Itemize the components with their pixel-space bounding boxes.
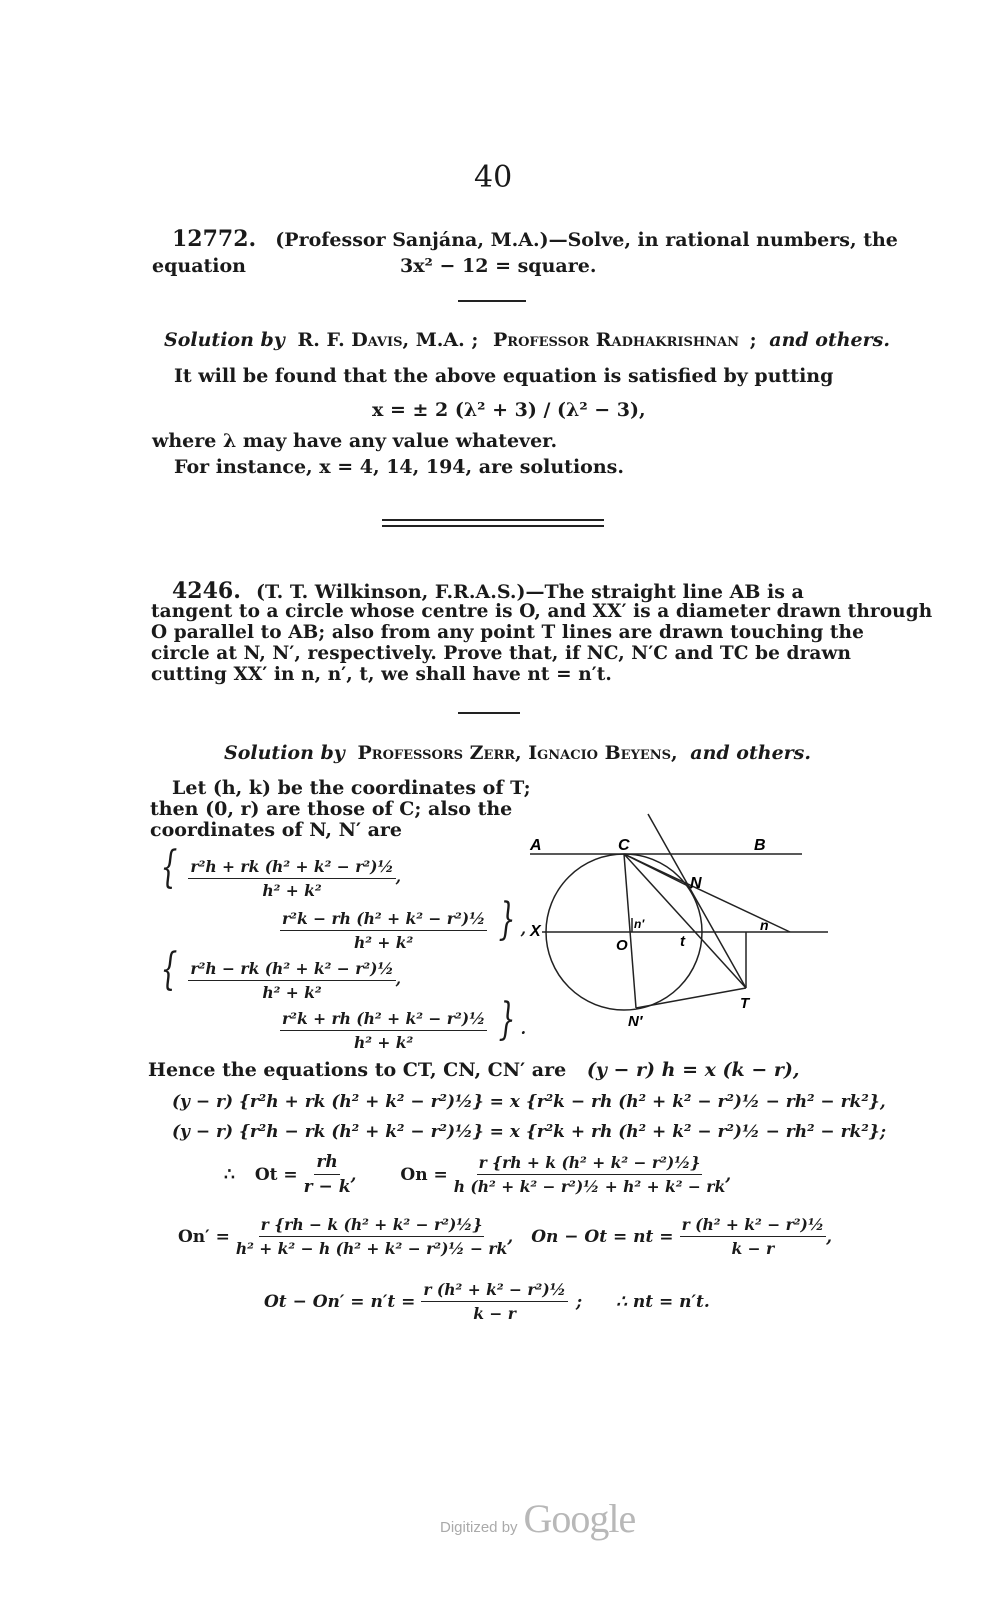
label-np-small: n′ [634,917,645,931]
label-o: O [616,937,628,954]
label-n-small: n [760,917,769,933]
hence-line [148,1059,799,1081]
npt-fraction [421,1280,568,1323]
digitized-watermark [440,1495,635,1542]
npt-lhs: Ot − On′ = n′t = [264,1291,416,1312]
denominator: h² + k² − h (h² + k² − r²)½ − rk [235,1239,508,1258]
n-y-fraction [280,909,487,952]
solution-1-byline [164,329,890,351]
onp-nt-line: On′ = $\frac{\text{r \{rh − k (h² + k² − r²)½\}}}{\text{h² + k² − h (h² + k² − r²)½ − rk}}$ , On − Ot = nt = $\frac{\text{r (h² + k² − r²)½}}{k - r}$ , [178,1215,832,1258]
np-x-fraction [188,959,395,1002]
denominator: r − k [303,1177,351,1197]
denominator: k − r [473,1304,516,1323]
denominator: h (h² + k² − r²)½ + h² + k² − rk [453,1177,726,1196]
numerator: rh [314,1152,339,1175]
question-number: 12772. [172,226,257,252]
n-y-coordinate: $\frac{\text{r²k − rh (h² + k² − r²)½}}{\text{h² + k²}}$ } , [282,894,527,952]
onp-fraction [236,1215,507,1258]
solution-2-intro-1: Let (h, k) be the coordinates of T; [172,777,531,799]
label-np: N′ [628,1013,643,1030]
google-logo: Google [523,1496,636,1541]
equation-cnp: (y − r) {r²h − rk (h² + k² − r²)½} = x {r²k + rh (h² + k² − r²)½ − rh² − rk²}; [172,1122,886,1142]
double-rule-top [382,519,604,521]
question-number: 4246. [172,578,241,604]
solution-by-label: Solution by [224,742,345,764]
solution-others: and others. [769,329,890,351]
ot-on-line: ∴ Ot = $\frac{rh}{r - k}$ , On = $\frac{\text{r \{rh + k (h² + k² − r²)½\}}}{\text{h (h² + k² − r²)½ + h² + k² − rk}}$ , [224,1152,732,1197]
digitized-label: Digitized by [440,1519,518,1536]
on-fraction [454,1153,725,1196]
question-12772 [172,226,898,252]
question-line-3: O parallel to AB; also from any point T lines are drawn touching the [151,622,864,643]
solution-1-formula: x = ± 2 (λ² + 3) / (λ² − 3), [372,399,646,421]
solution-1-line-1: It will be found that the above equation is satisfied by putting [174,365,834,387]
solution-by-label: Solution by [164,329,285,351]
solution-author-b: Professor Radhakrishnan [492,329,739,351]
ot-lhs: Ot = [254,1164,298,1185]
nt-fraction [680,1215,827,1258]
conclusion-line: Ot − On′ = n′t = $\frac{\text{r (h² + k² − r²)½}}{k - r}$ ; ∴ nt = n′t. [264,1280,710,1323]
label-c: C [618,837,630,854]
label-t-small: t [680,933,685,950]
numerator: r²k + rh (h² + k² − r²)½ [280,1009,487,1031]
solution-1-line-2: where λ may have any value whatever. [152,430,558,452]
equation-cn: (y − r) {r²h + rk (h² + k² − r²)½} = x {r²k − rh (h² + k² − r²)½ − rh² − rk²}, [172,1092,886,1112]
page-number: 40 [474,160,513,195]
equation-label: equation [152,255,246,277]
geometry-figure [520,808,840,1038]
equation: 3x² − 12 = square. [400,255,597,277]
solution-2-byline [224,742,811,764]
label-t: T [740,995,750,1012]
denominator: h² + k² [353,1032,414,1052]
solution-2-intro-3: coordinates of N, N′ are [150,819,402,841]
label-x: X [530,923,541,940]
nt-lhs: On − Ot = nt = [531,1226,674,1247]
line-c-np [624,854,636,1008]
on-lhs: On = [400,1164,448,1185]
numerator: r {rh − k (h² + k² − r²)½} [259,1215,485,1237]
tangent-t-n [648,814,746,988]
question-line-5: cutting XX′ in n, n′, t, we shall have nt = n′t. [151,664,612,685]
solution-others: and others. [690,742,811,764]
question-line-4: circle at N, N′, respectively. Prove that, if NC, N′C and TC be drawn [151,643,852,664]
solution-2-intro-2: then (0, r) are those of C; also the [150,798,513,820]
numerator: r (h² + k² − r²)½ [680,1215,827,1237]
solution-sep: ; [471,329,479,351]
solution-authors: Professors Zerr, Ignacio Beyens, [357,742,678,764]
label-a: A [530,837,542,854]
solution-1-line-3: For instance, x = 4, 14, 194, are solutions. [174,456,624,478]
denominator: k − r [731,1239,775,1258]
ot-fraction [304,1152,351,1197]
label-n: N [690,875,702,892]
np-coordinates: { $\frac{\text{r²h − rk (h² + k² − r²)½}}{\text{h² + k²}}$ , [160,944,402,1002]
left-brace: { [160,842,178,893]
numerator: r²k − rh (h² + k² − r²)½ [280,909,487,931]
np-y-coordinate: $\frac{\text{r²k + rh (h² + k² − r²)½}}{\text{h² + k²}}$ } . [282,994,527,1052]
tangent-t-np [636,988,746,1008]
denominator: h² + k² [262,880,322,900]
denominator: h² + k² [262,982,322,1002]
numerator: r²h − rk (h² + k² − r²)½ [188,959,395,981]
short-rule [458,300,526,302]
conclusion: ∴ nt = n′t. [616,1291,710,1312]
right-brace: } [498,994,516,1045]
question-line-2: tangent to a circle whose centre is O, and XX′ is a diameter drawn through [151,601,933,622]
question-header: (Professor Sanjána, M.A.)—Solve, in rational numbers, the [275,229,898,251]
numerator: r (h² + k² − r²)½ [421,1280,568,1302]
double-rule-bottom [382,525,604,527]
np-y-fraction [280,1009,487,1052]
label-b: B [754,837,766,854]
short-rule [458,712,520,714]
question-line-1: (T. T. Wilkinson, F.R.A.S.)—The straight line AB is a [255,581,804,603]
right-brace: } [498,894,516,945]
left-brace: { [160,944,178,995]
equation-ct: (y − r) h = x (k − r), [586,1059,800,1081]
hence-text: Hence the equations to CT, CN, CN′ are [148,1059,567,1081]
onp-lhs: On′ = [178,1226,230,1247]
n-coordinates: { $\frac{\text{r²h + rk (h² + k² − r²)½}}{\text{h² + k²}}$ , [160,842,402,900]
n-x-fraction [188,857,395,900]
numerator: r²h + rk (h² + k² − r²)½ [188,857,395,879]
numerator: r {rh + k (h² + k² − r²)½} [477,1153,703,1175]
denominator: h² + k² [353,932,414,952]
solution-author-a: R. F. Davis, M.A. [297,329,465,351]
solution-sep-2: ; [749,329,757,351]
therefore-symbol: ∴ [224,1164,235,1185]
